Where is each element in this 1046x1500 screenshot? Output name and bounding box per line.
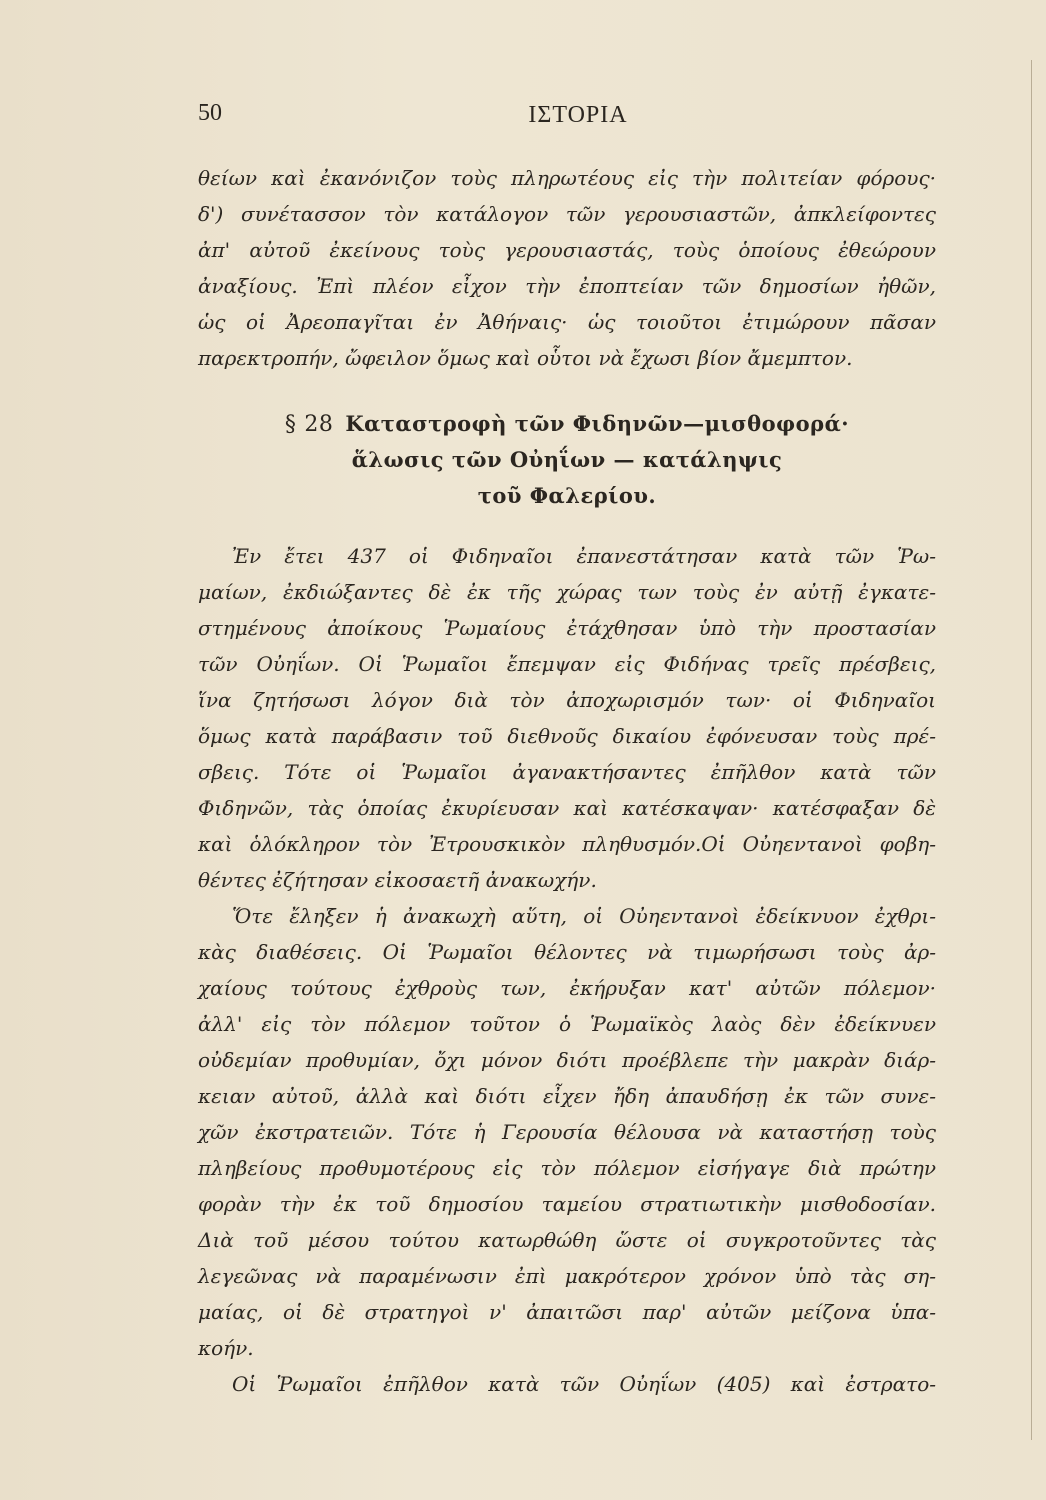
section-sign: § — [284, 412, 297, 437]
section-title-line: τοῦ Φαλερίου. — [477, 483, 657, 508]
section-title-line: Καταστροφὴ τῶν Φιδηνῶν—μισθοφορά· — [345, 411, 850, 436]
paragraph-2 — [198, 538, 936, 898]
section-number: 28 — [304, 412, 334, 437]
text-line: Φιδηνῶν, τὰς ὁποίας ἐκυρίευσαν καὶ κατέσκαψαν· κατέσφαξαν δὲ — [198, 796, 936, 820]
text-line: Ὅτε ἔληξεν ἡ ἀνακωχὴ αὕτη, οἱ Οὐηεντανοὶ ἐδείκνυον ἐχθρι- — [232, 904, 936, 928]
text-line: φορὰν τὴν ἐκ τοῦ δημοσίου ταμείου στρατιωτικὴν μισθοδοσίαν. — [198, 1192, 936, 1216]
text-line: καὶ ὁλόκληρον τὸν Ἐτρουσκικὸν πληθυσμόν.Οἱ Οὐηεντανοὶ φοβη- — [198, 832, 936, 856]
running-title: ΙΣΤΟΡΙΑ — [528, 102, 628, 128]
text-line: μαίων, ἐκδιώξαντες δὲ ἐκ τῆς χώρας των τοὺς ἐν αὐτῇ ἐγκατε- — [198, 580, 936, 604]
text-line: πληβείους προθυμοτέρους εἰς τὸν πόλεμον εἰσήγαγε διὰ πρώτην — [198, 1156, 936, 1180]
text-line: θείων καὶ ἐκανόνιζον τοὺς πληρωτέους εἰς τὴν πολιτείαν φόρους· — [198, 166, 936, 190]
text-line: κειαν αὐτοῦ, ἀλλὰ καὶ διότι εἶχεν ἤδη ἀπαυδήσῃ ἐκ τῶν συνε- — [198, 1084, 936, 1108]
text-line: δ') συνέτασσον τὸν κατάλογον τῶν γερουσιαστῶν, ἀπκλείφοντες — [198, 202, 936, 226]
text-line: χαίους τούτους ἐχθροὺς των, ἐκήρυξαν κατ' αὐτῶν πόλεμον· — [198, 976, 936, 1000]
text-line: Οἱ Ῥωμαῖοι ἐπῆλθον κατὰ τῶν Οὐηΐων (405) καὶ ἐστρατο- — [232, 1372, 936, 1396]
section-heading — [198, 406, 936, 514]
section-title-line: ἅλωσις τῶν Οὐηΐων — κατάληψις — [351, 447, 783, 472]
paragraph-4 — [198, 1366, 936, 1402]
body-text — [198, 160, 936, 1402]
text-line: χῶν ἐκστρατειῶν. Τότε ἡ Γερουσία θέλουσα νὰ καταστήσῃ τοὺς — [198, 1120, 936, 1144]
text-line: ὡς οἱ Ἀρεοπαγῖται ἐν Ἀθήναις· ὡς τοιοῦτοι ἐτιμώρουν πᾶσαν — [198, 310, 936, 334]
text-line: ἵνα ζητήσωσι λόγον διὰ τὸν ἀποχωρισμόν των· οἱ Φιδηναῖοι — [198, 688, 936, 712]
page-edge-line — [1031, 60, 1032, 1440]
text-line: σβεις. Τότε οἱ Ῥωμαῖοι ἀγανακτήσαντες ἐπῆλθον κατὰ τῶν — [198, 760, 936, 784]
text-line: κὰς διαθέσεις. Οἱ Ῥωμαῖοι θέλοντες νὰ τιμωρήσωσι τοὺς ἀρ- — [198, 940, 936, 964]
text-line: θέντες ἐζήτησαν εἰκοσαετῆ ἀνακωχήν. — [198, 868, 597, 892]
text-line: τῶν Οὐηΐων. Οἱ Ῥωμαῖοι ἔπεμψαν εἰς Φιδήνας τρεῖς πρέσβεις, — [198, 652, 936, 676]
page-header — [198, 100, 958, 140]
text-line: Διὰ τοῦ μέσου τούτου κατωρθώθη ὥστε οἱ συγκροτοῦντες τὰς — [198, 1228, 936, 1252]
page-number: 50 — [198, 100, 222, 126]
text-line: παρεκτροπήν, ὤφειλον ὅμως καὶ οὗτοι νὰ ἔχωσι βίον ἄμεμπτον. — [198, 346, 853, 370]
text-line: ὅμως κατὰ παράβασιν τοῦ διεθνοῦς δικαίου ἐφόνευσαν τοὺς πρέ- — [198, 724, 936, 748]
text-line: ἀναξίους. Ἐπὶ πλέον εἶχον τὴν ἐποπτείαν τῶν δημοσίων ἠθῶν, — [198, 274, 936, 298]
paragraph-1 — [198, 160, 936, 376]
text-line: ἀλλ' εἰς τὸν πόλεμον τοῦτον ὁ Ῥωμαϊκὸς λαὸς δὲν ἐδείκνυεν — [198, 1012, 936, 1036]
text-line: λεγεῶνας νὰ παραμένωσιν ἐπὶ μακρότερον χρόνον ὑπὸ τὰς ση- — [198, 1264, 936, 1288]
text-line: ἀπ' αὐτοῦ ἐκείνους τοὺς γερουσιαστάς, τοὺς ὁποίους ἐθεώρουν — [198, 238, 936, 262]
text-line: μαίας, οἱ δὲ στρατηγοὶ ν' ἀπαιτῶσι παρ' αὐτῶν μείζονα ὑπα- — [198, 1300, 936, 1324]
text-line: κοήν. — [198, 1336, 254, 1360]
text-line: Ἐν ἔτει 437 οἱ Φιδηναῖοι ἐπανεστάτησαν κατὰ τῶν Ῥω- — [232, 544, 936, 568]
text-line: στημένους ἀποίκους Ῥωμαίους ἐτάχθησαν ὑπὸ τὴν προστασίαν — [198, 616, 936, 640]
paragraph-3 — [198, 898, 936, 1366]
text-line: οὐδεμίαν προθυμίαν, ὄχι μόνον διότι προέβλεπε τὴν μακρὰν διάρ- — [198, 1048, 936, 1072]
